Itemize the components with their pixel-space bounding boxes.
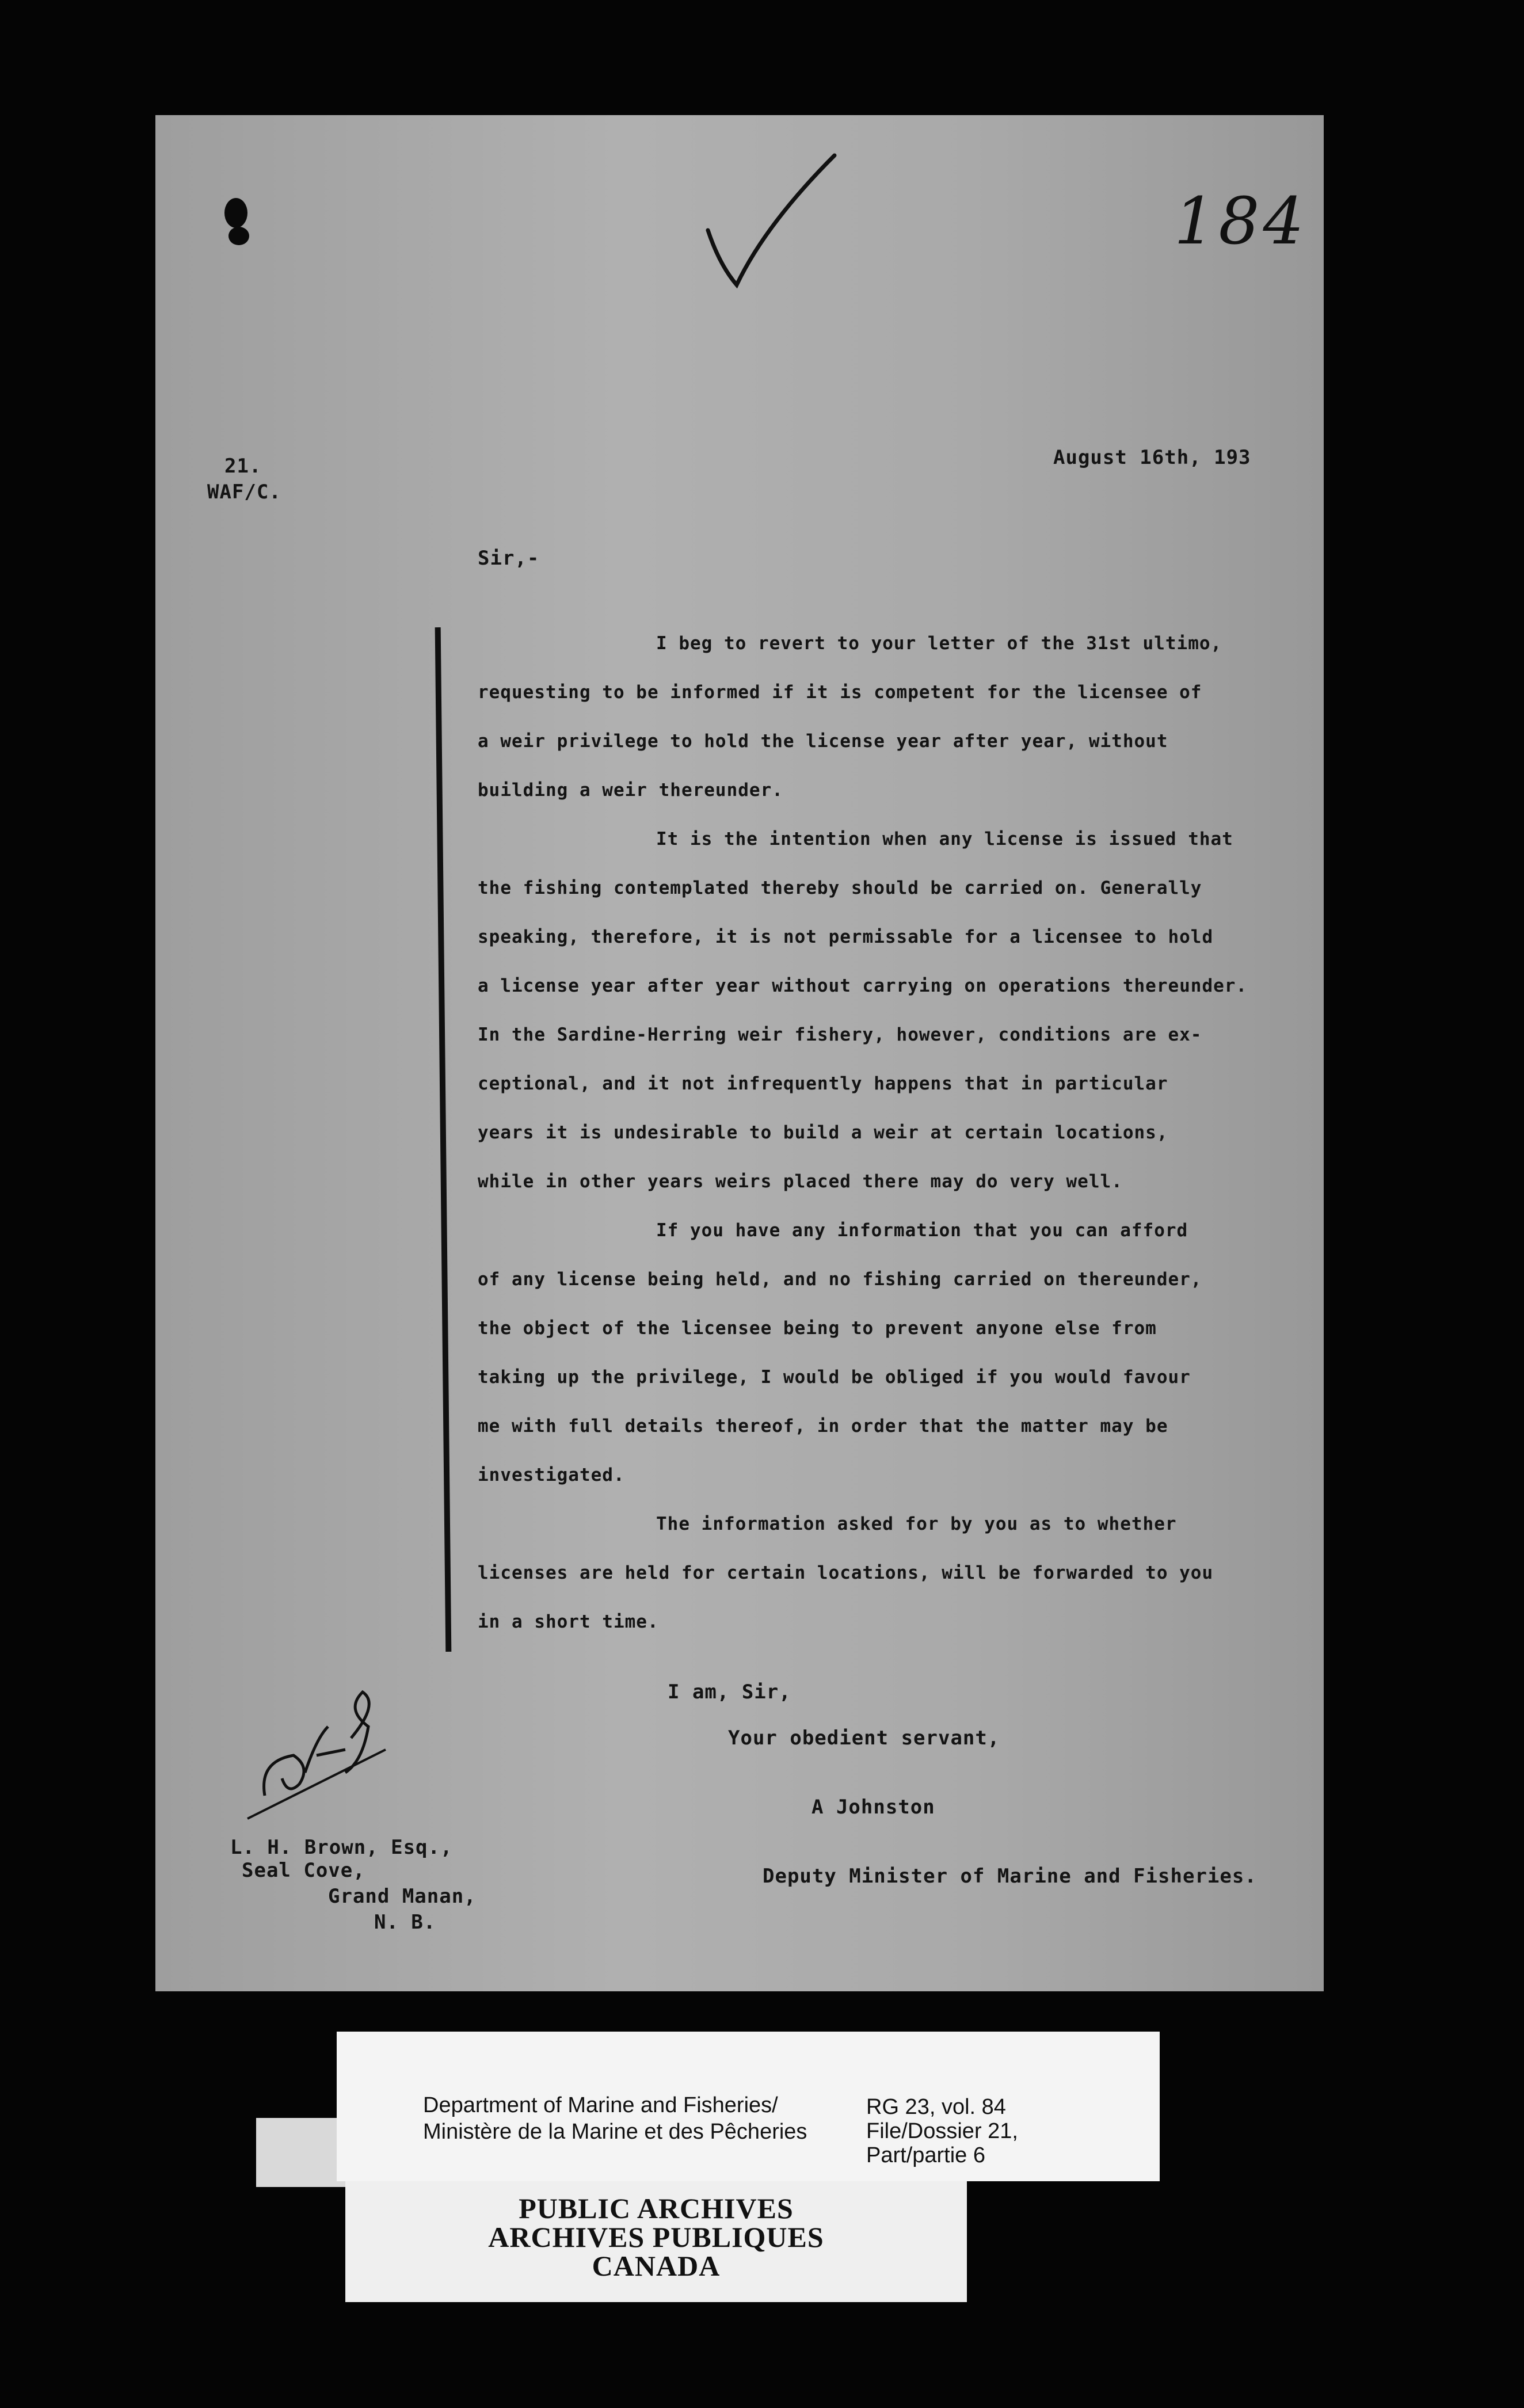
handwritten-initials [230,1669,414,1830]
body-line: building a weir thereunder. [478,780,783,801]
margin-line [435,627,452,1652]
part-ref: Part/partie 6 [866,2143,985,2167]
addressee-line: Grand Manan, [328,1885,477,1908]
department-french: Ministère de la Marine et des Pêcheries [423,2120,807,2144]
file-ref-initials: WAF/C. [207,481,281,504]
body-line: years it is undesirable to build a weir at certain locations, [478,1122,1168,1143]
body-line: me with full details thereof, in order that the matter may be [478,1416,1168,1437]
file-dossier-ref: File/Dossier 21, [866,2119,1018,2143]
body-line: The information asked for by you as to whether [656,1514,1177,1534]
salutation: Sir,- [478,547,540,570]
addressee-line: Seal Cove, [242,1859,365,1882]
check-mark-icon [696,150,846,294]
body-line: licenses are held for certain locations, will be forwarded to you [478,1563,1214,1583]
archives-stamp [345,2181,967,2302]
letter-date: August 16th, 193 [1053,446,1251,469]
body-line: If you have any information that you can afford [656,1220,1188,1241]
document-page [155,115,1324,1991]
addressee-name: L. H. Brown, Esq., [230,1836,453,1859]
body-line: In the Sardine-Herring weir fishery, however, conditions are ex- [478,1024,1202,1045]
body-line: taking up the privilege, I would be obliged if you would favour [478,1367,1191,1388]
body-line: of any license being held, and no fishing carried on thereunder, [478,1269,1202,1290]
closing-line: I am, Sir, [668,1681,791,1704]
label-backing-strip [256,2118,348,2187]
archives-country: CANADA [592,2250,721,2282]
body-line: requesting to be informed if it is competent for the licensee of [478,682,1202,703]
file-ref-number: 21. [224,455,262,478]
body-line: I beg to revert to your letter of the 31st ultimo, [656,633,1222,654]
archives-english: PUBLIC ARCHIVES [519,2192,794,2224]
body-line: while in other years weirs placed there may do very well. [478,1171,1123,1192]
signature-name: A Johnston [811,1796,935,1819]
page-number: 184 [1174,184,1308,259]
body-line: investigated. [478,1465,625,1485]
body-line: a weir privilege to hold the license year after year, without [478,731,1168,752]
body-line: the fishing contemplated thereby should be carried on. Generally [478,878,1202,898]
archive-reference-card [337,2032,1160,2181]
body-line: It is the intention when any license is issued that [656,829,1233,849]
punch-hole-mark [213,190,259,253]
body-line: in a short time. [478,1611,659,1632]
body-line: a license year after year without carrying on operations thereunder. [478,976,1248,996]
signatory-title: Deputy Minister of Marine and Fisheries. [763,1865,1257,1888]
department-english: Department of Marine and Fisheries/ [423,2093,778,2117]
record-group-ref: RG 23, vol. 84 [866,2095,1006,2119]
body-line: the object of the licensee being to prevent anyone else from [478,1318,1157,1339]
body-line: ceptional, and it not infrequently happens that in particular [478,1073,1168,1094]
body-line: speaking, therefore, it is not permissable for a licensee to hold [478,927,1214,947]
closing-line: Your obedient servant, [728,1727,1000,1750]
archives-french: ARCHIVES PUBLIQUES [488,2221,824,2253]
addressee-line: N. B. [374,1911,436,1934]
